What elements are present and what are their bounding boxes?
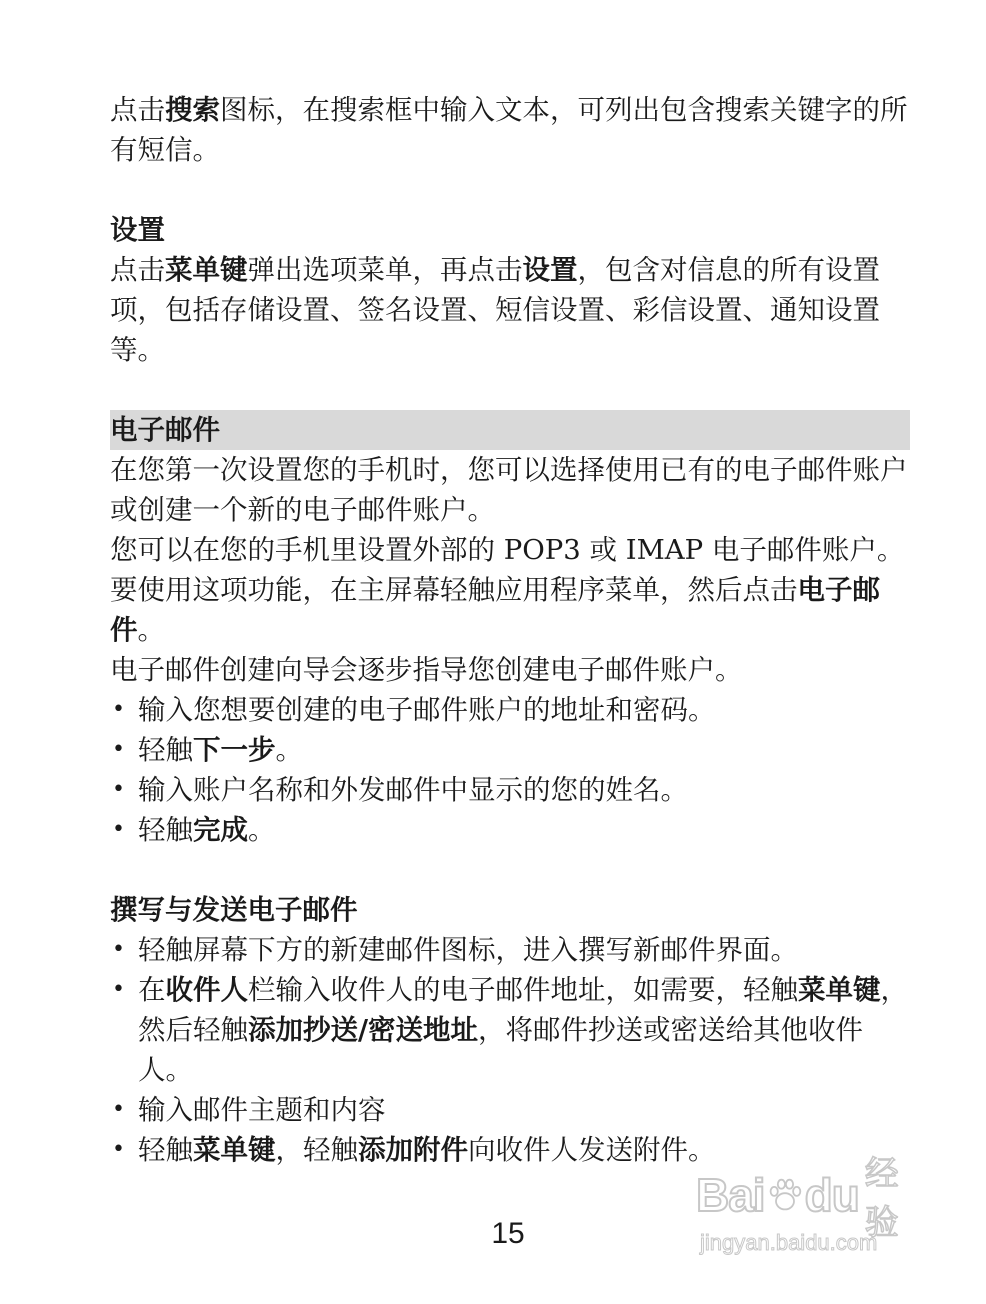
bold-term-settings: 设置 xyxy=(522,254,578,286)
bold-term-recipient: 收件人 xyxy=(165,974,248,1006)
bold-term-menu-key: 菜单键 xyxy=(165,254,248,286)
watermark-brand-left: Bai xyxy=(696,1169,765,1221)
bold-term-next: 下一步 xyxy=(193,734,276,766)
email-paragraph-3 xyxy=(110,570,910,650)
spacer xyxy=(110,370,910,410)
list-item: • 输入您想要创建的电子邮件账户的地址和密码。 xyxy=(110,690,910,730)
text: 栏输入收件人的电子邮件地址，如需要，轻触 xyxy=(248,974,798,1006)
list-item xyxy=(110,730,910,770)
email-paragraph-1: 在您第一次设置您的手机时，您可以选择使用已有的电子邮件账户或创建一个新的电子邮件账户。 xyxy=(110,454,908,526)
text: ，将邮件抄送或密送给其他收件人。 xyxy=(138,1014,864,1086)
page-number: 15 xyxy=(491,1217,525,1250)
document-page xyxy=(110,90,910,1170)
text: 。 xyxy=(137,614,165,646)
bold-term-add-cc-bcc: 添加抄送/密送地址 xyxy=(248,1014,479,1046)
text: ，轻触 xyxy=(275,1134,358,1166)
spacer xyxy=(110,170,910,210)
list-item xyxy=(110,810,910,850)
text: ，包含对信息的所有设置项，包括存储设置、签名设置、短信设置、彩信设置、通知设置等。 xyxy=(110,254,880,366)
email-paragraph-4: 电子邮件创建向导会逐步指导您创建电子邮件账户。 xyxy=(110,654,743,686)
baidu-jingyan-watermark xyxy=(696,1155,926,1270)
text: 要使用这项功能，在主屏幕轻触应用程序菜单，然后点击 xyxy=(110,574,798,606)
list-item: • 输入邮件主题和内容 xyxy=(110,1090,910,1130)
text: 。 xyxy=(275,734,303,766)
text: 在 xyxy=(138,974,166,1006)
text: ，然后轻触 xyxy=(138,974,908,1046)
bold-term-done: 完成 xyxy=(193,814,248,846)
text: 点击 xyxy=(110,254,165,286)
text: 轻触 xyxy=(138,734,193,766)
email-section-heading: 电子邮件 xyxy=(110,410,910,450)
compose-heading: 撰写与发送电子邮件 xyxy=(110,894,358,926)
spacer xyxy=(110,850,910,890)
email-setup-steps xyxy=(110,690,910,850)
bold-term-email: 电子邮件 xyxy=(110,574,880,646)
bold-term-search: 搜索 xyxy=(165,94,220,126)
settings-heading: 设置 xyxy=(110,214,165,246)
email-paragraph-2: 您可以在您的手机里设置外部的 POP3 或 IMAP 电子邮件账户。 xyxy=(110,534,905,566)
watermark-logo-row xyxy=(696,1155,926,1242)
sms-search-paragraph xyxy=(110,90,910,170)
watermark-brand-right: du xyxy=(804,1169,859,1221)
text: 。 xyxy=(248,814,276,846)
settings-paragraph xyxy=(110,250,910,370)
text: 轻触 xyxy=(138,814,193,846)
text: 轻触 xyxy=(138,1134,193,1166)
text: 图标，在搜索框中输入文本，可列出包含搜索关键字的所有短信。 xyxy=(110,94,908,166)
watermark-url: jingyan.baidu.com xyxy=(700,1230,878,1255)
paw-icon xyxy=(767,1175,803,1215)
text: 点击 xyxy=(110,94,165,126)
text: 向收件人发送附件。 xyxy=(468,1134,716,1166)
watermark-brand-cn: 经验 xyxy=(864,1155,899,1242)
bold-term-menu-key: 菜单键 xyxy=(193,1134,276,1166)
bold-term-add-attachment: 添加附件 xyxy=(358,1134,468,1166)
list-item: • 输入账户名称和外发邮件中显示的您的姓名。 xyxy=(110,770,910,810)
text: 弹出选项菜单，再点击 xyxy=(247,254,523,286)
compose-steps xyxy=(110,930,910,1170)
list-item xyxy=(110,970,910,1090)
list-item: • 轻触屏幕下方的新建邮件图标，进入撰写新邮件界面。 xyxy=(110,930,910,970)
bold-term-menu-key: 菜单键 xyxy=(798,974,881,1006)
